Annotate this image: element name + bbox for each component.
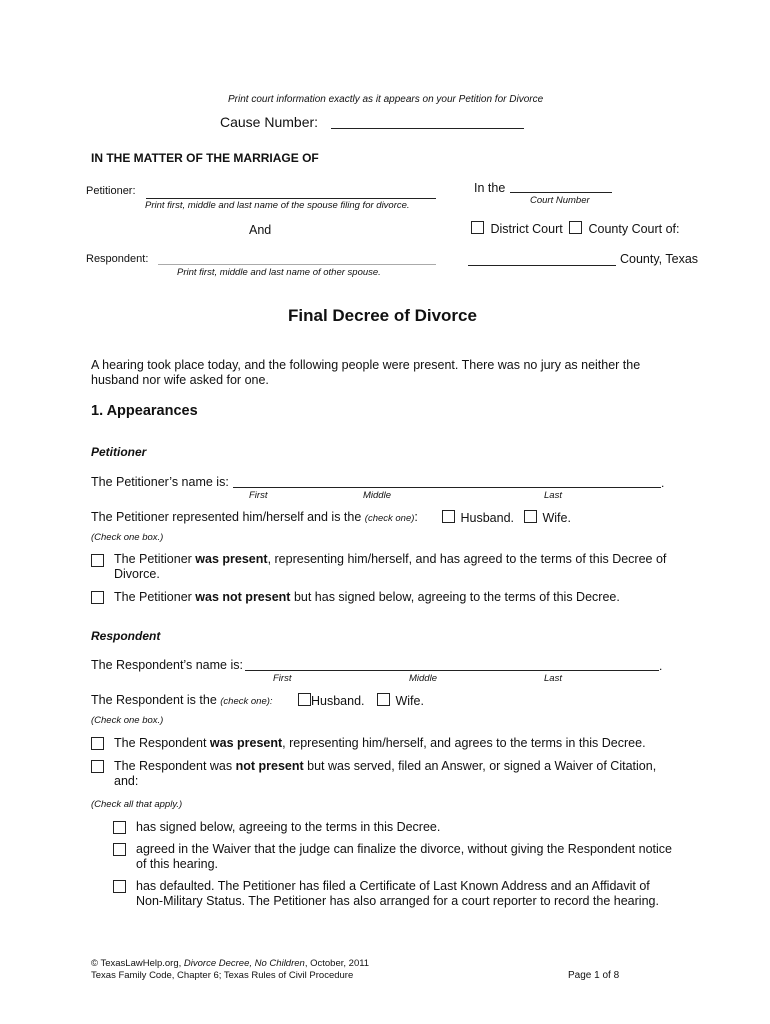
respondent-hint: Print first, middle and last name of other spouse. (177, 267, 381, 278)
respondent-husband-label: Husband. (311, 694, 365, 708)
signed-below-text: has signed below, agreeing to the terms in this Decree. (136, 820, 441, 834)
text-post: , representing him/herself, and agrees to the terms in this Decree. (282, 736, 646, 750)
and-label: And (249, 223, 272, 237)
court-number-field[interactable] (510, 192, 612, 193)
petitioner-not-present-text (114, 590, 620, 604)
respondent-not-present-checkbox[interactable] (91, 760, 104, 773)
petitioner-name-label: The Petitioner’s name is: (91, 475, 229, 489)
petitioner-label: Petitioner: (86, 185, 136, 197)
district-court-checkbox[interactable] (471, 221, 484, 234)
respondent-present-checkbox[interactable] (91, 737, 104, 750)
defaulted-text-line-1: has defaulted. The Petitioner has filed a Certificate of Last Known Address and an Affidavit of (136, 879, 650, 893)
check-one-inline: (check one): (220, 696, 273, 707)
intro-line-2: husband nor wife asked for one. (91, 373, 269, 387)
petitioner-represented-label: The Petitioner represented him/herself and is the (91, 510, 362, 524)
footer-legal-reference: Texas Family Code, Chapter 6; Texas Rules of Civil Procedure (91, 970, 354, 981)
colon: : (414, 510, 418, 524)
county-court-option[interactable] (569, 221, 680, 236)
county-court-label: County Court of: (588, 222, 680, 236)
petitioner-present-text-line-2: Divorce. (114, 567, 160, 581)
respondent-subheading: Respondent (91, 629, 161, 643)
text-bold: not present (235, 759, 304, 773)
text-italic: Divorce Decree, No Children (183, 958, 305, 969)
text-post: but was served, filed an Answer, or signed a Waiver of Citation, (303, 759, 657, 773)
cause-number-label: Cause Number: (220, 114, 319, 130)
respondent-is-the-label: The Respondent is the (91, 693, 217, 707)
defaulted-text-line-2: Non-Military Status. The Petitioner has also arranged for a court reporter to record the hearing. (136, 894, 659, 908)
petitioner-husband-checkbox[interactable] (442, 510, 455, 523)
petitioner-present-text (114, 552, 666, 566)
text-bold: was present (195, 552, 268, 566)
petitioner-first-hint: First (249, 490, 268, 501)
court-info-instruction: Print court information exactly as it appears on your Petition for Divorce (228, 94, 544, 105)
petitioner-wife-label: Wife. (542, 511, 571, 525)
respondent-wife-checkbox[interactable] (377, 693, 390, 706)
petitioner-middle-hint: Middle (363, 490, 391, 501)
text-pre: The Petitioner (114, 590, 196, 604)
text-pre: The Respondent (114, 736, 210, 750)
period: . (661, 476, 665, 490)
county-name-field[interactable] (468, 265, 616, 266)
court-number-hint: Court Number (530, 195, 590, 206)
text-post: , October, 2011 (304, 958, 370, 969)
check-one-inline: (check one) (364, 513, 415, 524)
petitioner-not-present-checkbox[interactable] (91, 591, 104, 604)
petitioner-wife-checkbox[interactable] (524, 510, 537, 523)
petitioner-last-hint: Last (544, 490, 562, 501)
waiver-text-line-1: agreed in the Waiver that the judge can finalize the divorce, without giving the Respondent notice (136, 842, 672, 856)
check-all-that-apply: (Check all that apply.) (91, 799, 183, 810)
respondent-label: Respondent: (86, 253, 149, 265)
footer-copyright (91, 958, 369, 969)
text-post: but has signed below, agreeing to the terms of this Decree. (290, 590, 620, 604)
respondent-wife-option[interactable] (377, 693, 424, 708)
text-pre: © TexasLawHelp.org, (91, 958, 184, 969)
district-court-option[interactable] (471, 221, 563, 236)
defaulted-checkbox[interactable] (113, 880, 126, 893)
text-pre: The Petitioner (114, 552, 196, 566)
page-number: Page 1 of 8 (568, 970, 620, 981)
respondent-is-the-row (91, 693, 273, 707)
county-court-checkbox[interactable] (569, 221, 582, 234)
respondent-first-hint: First (273, 673, 292, 684)
petitioner-represented-row (91, 510, 418, 524)
petitioner-full-name-field[interactable] (233, 487, 661, 488)
petitioner-hint: Print first, middle and last name of the spouse filing for divorce. (145, 200, 410, 211)
petitioner-present-checkbox[interactable] (91, 554, 104, 567)
waiver-text-line-2: of this hearing. (136, 857, 218, 871)
document-title: Final Decree of Divorce (288, 306, 477, 325)
respondent-middle-hint: Middle (409, 673, 437, 684)
intro-line-1: A hearing took place today, and the following people were present. There was no jury as neither the (91, 358, 641, 372)
petitioner-name-field[interactable] (146, 198, 436, 199)
signed-below-checkbox[interactable] (113, 821, 126, 834)
respondent-last-hint: Last (544, 673, 562, 684)
text-pre: The Respondent was (114, 759, 236, 773)
matter-title: IN THE MATTER OF THE MARRIAGE OF (91, 151, 319, 165)
respondent-husband-checkbox[interactable] (298, 693, 311, 706)
petitioner-subheading: Petitioner (91, 445, 147, 459)
respondent-name-field[interactable] (158, 264, 436, 265)
in-the-label: In the (474, 181, 506, 195)
respondent-full-name-field[interactable] (245, 670, 659, 671)
respondent-not-present-text-line-2: and: (114, 774, 139, 788)
waiver-checkbox[interactable] (113, 843, 126, 856)
cause-number-field[interactable] (331, 128, 524, 129)
respondent-name-label: The Respondent’s name is: (91, 658, 243, 672)
petitioner-check-one-box: (Check one box.) (91, 532, 164, 543)
section-appearances-heading: 1. Appearances (91, 403, 198, 419)
county-texas-label: County, Texas (620, 252, 699, 266)
text-post: , representing him/herself, and has agreed to the terms of this Decree of (267, 552, 667, 566)
text-bold: was present (209, 736, 283, 750)
text-bold: was not present (195, 590, 291, 604)
respondent-wife-label: Wife. (395, 694, 424, 708)
district-court-label: District Court (490, 222, 563, 236)
respondent-not-present-text (114, 759, 656, 773)
respondent-husband-option[interactable] (298, 693, 365, 708)
petitioner-husband-label: Husband. (460, 511, 514, 525)
respondent-check-one-box: (Check one box.) (91, 715, 164, 726)
respondent-present-text (114, 736, 646, 750)
petitioner-wife-option[interactable] (524, 510, 571, 525)
period: . (659, 659, 663, 673)
petitioner-husband-option[interactable] (442, 510, 514, 525)
